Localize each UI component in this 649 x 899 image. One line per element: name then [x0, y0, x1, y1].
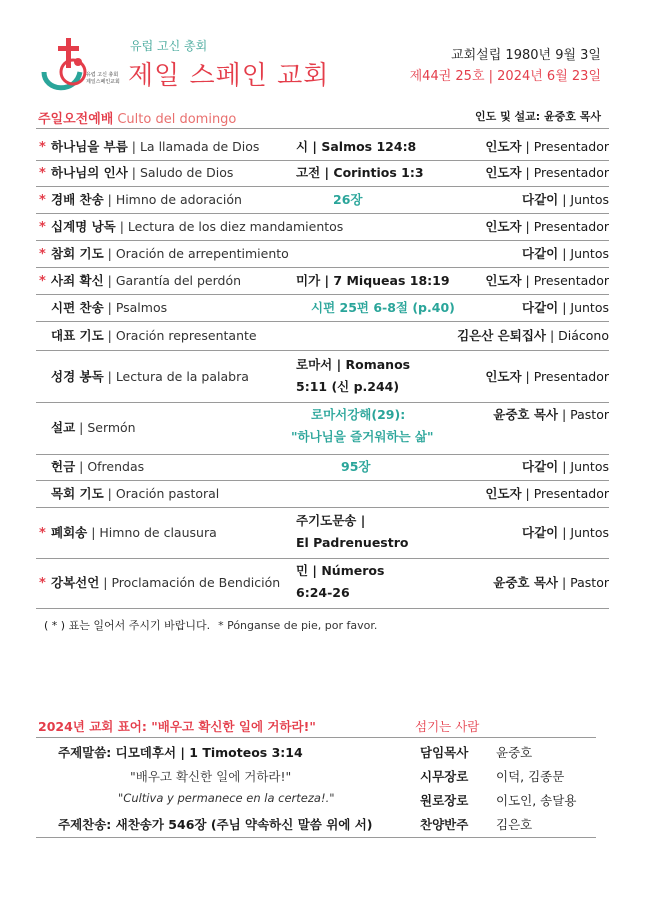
leader-es: | Juntos [558, 459, 609, 474]
leader-es: | Juntos [558, 300, 609, 315]
leader-es: | Pastor [558, 407, 609, 422]
leader-es: | Presentador [521, 486, 609, 501]
service-item-leader [485, 483, 609, 505]
leader-name: 김은호 [496, 817, 533, 832]
stand-marker: * [39, 193, 46, 208]
leader-es: | Presentador [521, 219, 609, 234]
org-subtitle: 유럽 고신 총회 [130, 39, 208, 53]
table-row [36, 454, 609, 480]
reference-line: 6:24-26 [296, 585, 350, 600]
service-item-name [51, 243, 289, 265]
reference-line: 로마서 | Romanos [296, 357, 411, 372]
motto-quote: "배우고 확신한 일에 거하라!" [151, 719, 316, 734]
leader-es: | Presentador [521, 165, 609, 180]
leader-ko: 다같이 [522, 525, 559, 540]
service-item-name-ko: 폐회송 [51, 525, 88, 540]
service-item-reference [333, 189, 362, 211]
leader-ko: 윤중호 목사 [493, 407, 558, 422]
svg-text:유럽 고신 총회: 유럽 고신 총회 [86, 72, 119, 78]
theme-text-ko: "배우고 확신한 일에 거하라!" [130, 769, 292, 784]
service-item-name-es: | Ofrendas [75, 459, 145, 474]
service-item-leader [457, 325, 609, 347]
stand-marker: * [39, 274, 46, 289]
service-item-name-es: | La llamada de Dios [127, 139, 260, 154]
table-rule [36, 608, 609, 609]
service-item-leader [522, 456, 609, 478]
service-item-reference [296, 510, 466, 554]
service-item-leader [485, 216, 609, 238]
divider [36, 837, 596, 838]
reference-line: 5:11 (신 p.244) [296, 379, 400, 394]
service-item-name-ko: 하나님의 인사 [51, 165, 128, 180]
church-logo [40, 36, 126, 98]
leader-name: 이도인, 송달용 [496, 793, 577, 808]
service-item-name-ko: 시편 찬송 [51, 300, 104, 315]
leader-role: 찬양반주 [420, 817, 469, 832]
service-item-name-es: | Saludo de Dios [127, 165, 234, 180]
leader-es: | Presentador [521, 139, 609, 154]
service-item-reference [296, 560, 466, 604]
stand-marker: * [39, 247, 46, 262]
service-item-name [51, 136, 259, 158]
service-item-name-ko: 하나님을 부름 [51, 139, 128, 154]
leader-es: | Juntos [558, 246, 609, 261]
reference-line: 시편 25편 6-8절 (p.40) [311, 300, 455, 315]
service-item-leader [522, 522, 609, 544]
leaders-title: 섬기는 사람 [415, 719, 480, 734]
service-item-name-ko: 경배 찬송 [51, 192, 104, 207]
table-row [36, 187, 609, 213]
service-item-name-ko: 헌금 [51, 459, 76, 474]
leader-name: 윤중호 [496, 745, 533, 760]
leader-role: 담임목사 [420, 745, 469, 760]
leader-ko: 다같이 [522, 300, 559, 315]
reference-line: 시 | Salmos 124:8 [296, 139, 417, 154]
church-motto [38, 717, 316, 735]
leader-es: | Pastor [558, 575, 609, 590]
theme-verse: 주제말씀: 디모데후서 | 1 Timoteos 3:14 [58, 745, 303, 760]
service-item-name-ko: 목회 기도 [51, 486, 104, 501]
reference-line: El Padrenuestro [296, 535, 409, 550]
theme-text-es: "Cultiva y permanece en la certeza!." [118, 791, 335, 805]
service-item-name [51, 325, 257, 347]
leader-ko: 인도자 [485, 219, 522, 234]
service-item-name-es: | Sermón [75, 420, 136, 435]
leader-ko: 다같이 [522, 192, 559, 207]
service-item-name-es: | Oración representante [103, 328, 257, 343]
table-row [36, 352, 609, 402]
service-item-name [51, 483, 219, 505]
table-row [36, 558, 609, 608]
service-item-leader [493, 404, 609, 426]
leader-ko: 인도자 [485, 165, 522, 180]
service-item-leader [522, 189, 609, 211]
service-item-name-es: | Lectura de la palabra [103, 369, 249, 384]
table-rule [36, 350, 609, 351]
reference-line: 26장 [333, 192, 363, 207]
service-item-name [51, 189, 242, 211]
church-name: 제일 스페인 교회 [128, 61, 330, 91]
service-item-name-es: | Himno de adoración [103, 192, 242, 207]
stand-marker: * [39, 526, 46, 541]
theme-hymn: 주제찬송: 새찬송가 546장 (주님 약속하신 말씀 위에 서) [58, 817, 373, 832]
stand-marker: * [39, 166, 46, 181]
reference-line: 주기도문송 | [296, 513, 366, 528]
service-item-name-ko: 사죄 확신 [51, 273, 104, 288]
service-item-name-ko: 성경 봉독 [51, 369, 104, 384]
service-item-name [51, 572, 280, 594]
leader-ko: 다같이 [522, 246, 559, 261]
service-item-reference [291, 404, 481, 448]
service-item-name [51, 270, 241, 292]
service-item-leader [485, 366, 609, 388]
leader-ko: 다같이 [522, 459, 559, 474]
service-item-name [51, 366, 249, 388]
reference-line: 고전 | Corintios 1:3 [296, 165, 424, 180]
table-row [36, 508, 609, 558]
stand-marker: * [39, 140, 46, 155]
service-title-ko: 주일오전예배 [38, 112, 114, 127]
reference-line: 로마서강해(29): [311, 407, 406, 422]
service-item-name-ko: 참회 기도 [51, 246, 104, 261]
service-item-leader [485, 136, 609, 158]
service-item-name-es: | Psalmos [103, 300, 168, 315]
service-item-name-es: | Oración de arrepentimiento [103, 246, 289, 261]
table-row [36, 322, 609, 350]
table-row [36, 134, 609, 160]
service-item-name [51, 216, 343, 238]
leader-role: 원로장로 [420, 793, 469, 808]
leader-es: | Diácono [545, 328, 609, 343]
service-item-reference [296, 270, 450, 292]
service-item-name-ko: 대표 기도 [51, 328, 104, 343]
established-date: 교회설립 1980년 9월 3일 [451, 48, 601, 63]
reference-line: "하나님을 즐거워하는 삶" [291, 429, 434, 444]
leader-ko: 인도자 [485, 486, 522, 501]
leader-ko: 인도자 [485, 273, 522, 288]
table-row [36, 214, 609, 240]
service-item-name [51, 162, 233, 184]
leader-ko: 김은산 은퇴집사 [457, 328, 546, 343]
service-item-leader [485, 162, 609, 184]
reference-line: 민 | Números [296, 563, 385, 578]
leader-ko: 인도자 [485, 369, 522, 384]
table-row [36, 295, 609, 321]
standing-note [44, 617, 377, 633]
table-row [36, 268, 609, 294]
issue-info: 제44권 25호 | 2024년 6월 23일 [409, 69, 601, 84]
reference-line: 미가 | 7 Miqueas 18:19 [296, 273, 450, 288]
service-item-name [51, 417, 136, 439]
service-item-name-es: | Himno de clausura [87, 525, 217, 540]
svg-text:제일스페인교회: 제일스페인교회 [86, 79, 120, 85]
table-rule [36, 128, 609, 129]
leader-ko: 윤중호 목사 [493, 575, 558, 590]
service-item-name-es: | Oración pastoral [103, 486, 220, 501]
reference-line: 95장 [341, 459, 371, 474]
standing-note-es: * Pónganse de pie, por favor. [218, 619, 378, 632]
service-item-name-es: | Garantía del perdón [103, 273, 242, 288]
service-item-name [51, 297, 167, 319]
service-item-name-ko: 강복선언 [51, 575, 100, 590]
service-item-leader [522, 297, 609, 319]
service-item-name [51, 522, 217, 544]
service-item-name-ko: 십계명 낭독 [51, 219, 116, 234]
service-title-es: Culto del domingo [117, 112, 237, 127]
service-item-name-es: | Lectura de los diez mandamientos [115, 219, 344, 234]
service-leader-info: 인도 및 설교: 윤중호 목사 [475, 110, 601, 123]
stand-marker: * [39, 576, 46, 591]
motto-label: 2024년 교회 표어: [38, 719, 147, 734]
service-item-reference [296, 162, 424, 184]
leader-es: | Juntos [558, 192, 609, 207]
service-item-leader [485, 270, 609, 292]
service-item-name [51, 456, 144, 478]
service-title [38, 108, 236, 127]
leader-ko: 인도자 [485, 139, 522, 154]
church-logo-icon [40, 36, 126, 98]
divider [36, 737, 596, 738]
stand-marker: * [39, 220, 46, 235]
leader-name: 이덕, 김종문 [496, 769, 565, 784]
service-item-reference [296, 136, 416, 158]
service-item-leader [493, 572, 609, 594]
leader-es: | Juntos [558, 525, 609, 540]
standing-note-ko: ( * ) 표는 일어서 주시기 바랍니다. [44, 619, 211, 632]
service-item-leader [522, 243, 609, 265]
service-item-reference [341, 456, 370, 478]
service-item-name-ko: 설교 [51, 420, 76, 435]
leader-es: | Presentador [521, 369, 609, 384]
service-item-name-es: | Proclamación de Bendición [99, 575, 281, 590]
table-row [36, 241, 609, 267]
service-item-reference [296, 354, 466, 398]
leader-es: | Presentador [521, 273, 609, 288]
table-row [36, 160, 609, 186]
service-item-reference [311, 297, 455, 319]
table-row [36, 481, 609, 507]
table-row [36, 402, 609, 454]
leader-role: 시무장로 [420, 769, 469, 784]
